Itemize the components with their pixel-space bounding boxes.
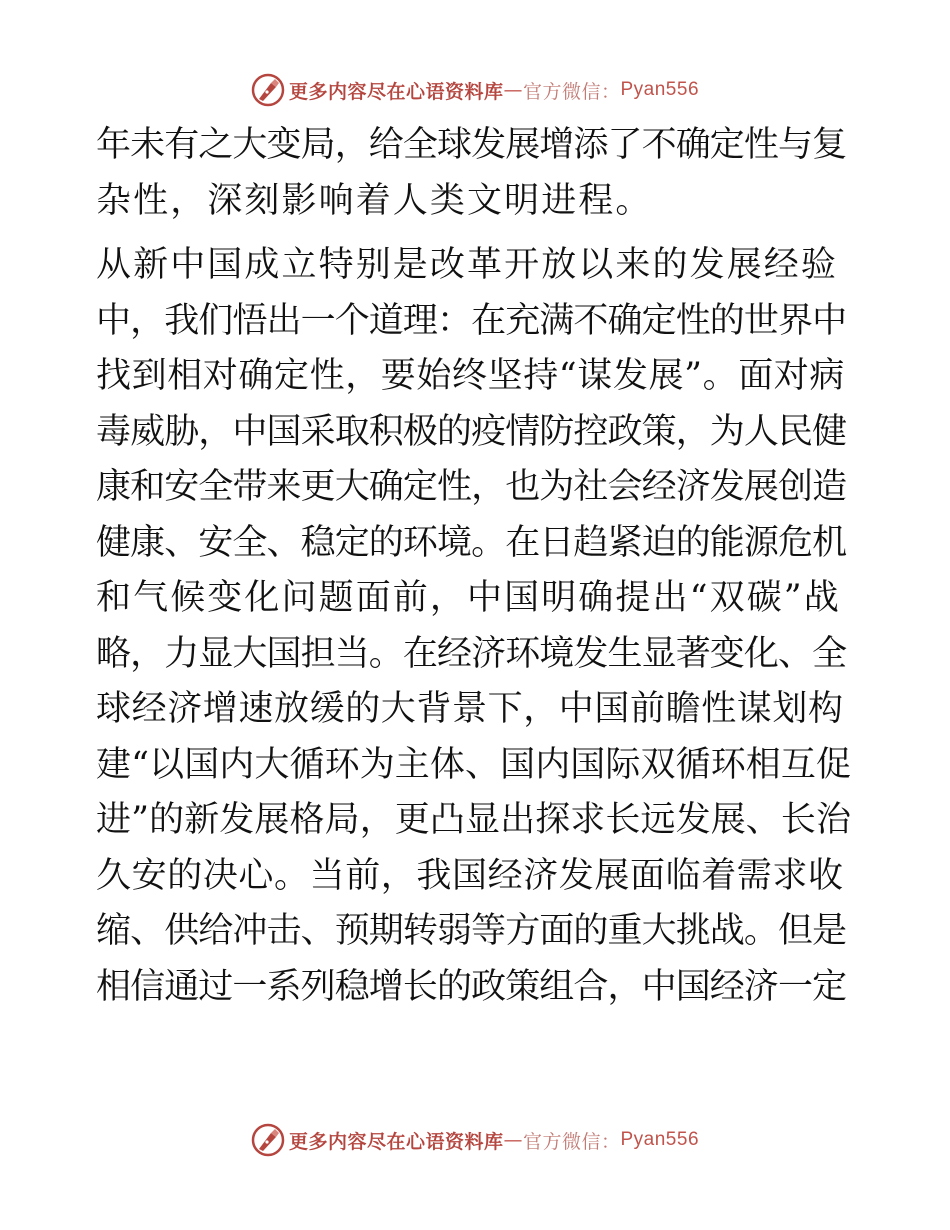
banner-site-text: 更多内容尽在心语资料库 — [288, 1130, 504, 1153]
text-line: 进”的新发展格局，更凸显出探求长远发展、长治 — [96, 800, 852, 840]
text-line: 球经济增速放缓的大背景下，中国前瞻性谋划构 — [96, 689, 844, 729]
banner-dash: — — [503, 79, 523, 101]
text-line: 毒威胁，中国采取积极的疫情防控政策，为人民健 — [96, 411, 847, 452]
text-line: 和气候变化问题面前，中国明确提出“双碳”战 — [96, 578, 841, 618]
banner-wechat-label: 官方微信： — [522, 1130, 621, 1153]
banner-dash: — — [503, 1129, 523, 1151]
text-line: 缩、供给冲击、预期转弱等方面的重大挑战。但是 — [96, 911, 847, 951]
text-line: 中，我们悟出一个道理：在充满不确定性的世界中 — [96, 300, 847, 341]
text-line: 久安的决心。当前，我国经济发展面临着需求收 — [96, 855, 844, 896]
document-body — [96, 118, 852, 1015]
text-line: 年未有之大变局，给全球发展增添了不确定性与复 — [96, 125, 847, 165]
banner-wechat-id: Pyan556 — [620, 79, 700, 100]
banner-wechat-id: Pyan556 — [620, 1129, 700, 1150]
text-line: 略，力显大国担当。在经济环境发生显著变化、全 — [96, 633, 847, 674]
banner-site-text: 更多内容尽在心语资料库 — [288, 80, 504, 103]
text-line: 健康、安全、稳定的环境。在日趋紧迫的能源危机 — [96, 522, 847, 563]
banner-wechat-label: 官方微信： — [522, 80, 621, 103]
text-line: 找到相对确定性，要始终坚持“谋发展”。面对病 — [96, 356, 845, 396]
text-line: 建“以国内大循环为主体、国内国际双循环相互促 — [96, 744, 852, 785]
header-banner — [0, 70, 950, 110]
paragraph-2 — [96, 238, 852, 1015]
paragraph-1 — [96, 118, 852, 229]
pen-nib-logo-icon — [251, 73, 285, 107]
footer-banner — [0, 1120, 950, 1160]
text-line: 杂性，深刻影响着人类文明进程。 — [96, 180, 653, 221]
text-line: 康和安全带来更大确定性，也为社会经济发展创造 — [96, 467, 847, 507]
text-line: 相信通过一系列稳增长的政策组合，中国经济一定 — [96, 966, 847, 1007]
pen-nib-logo-icon — [251, 1123, 285, 1157]
text-line: 从新中国成立特别是改革开放以来的发展经验 — [96, 245, 839, 285]
